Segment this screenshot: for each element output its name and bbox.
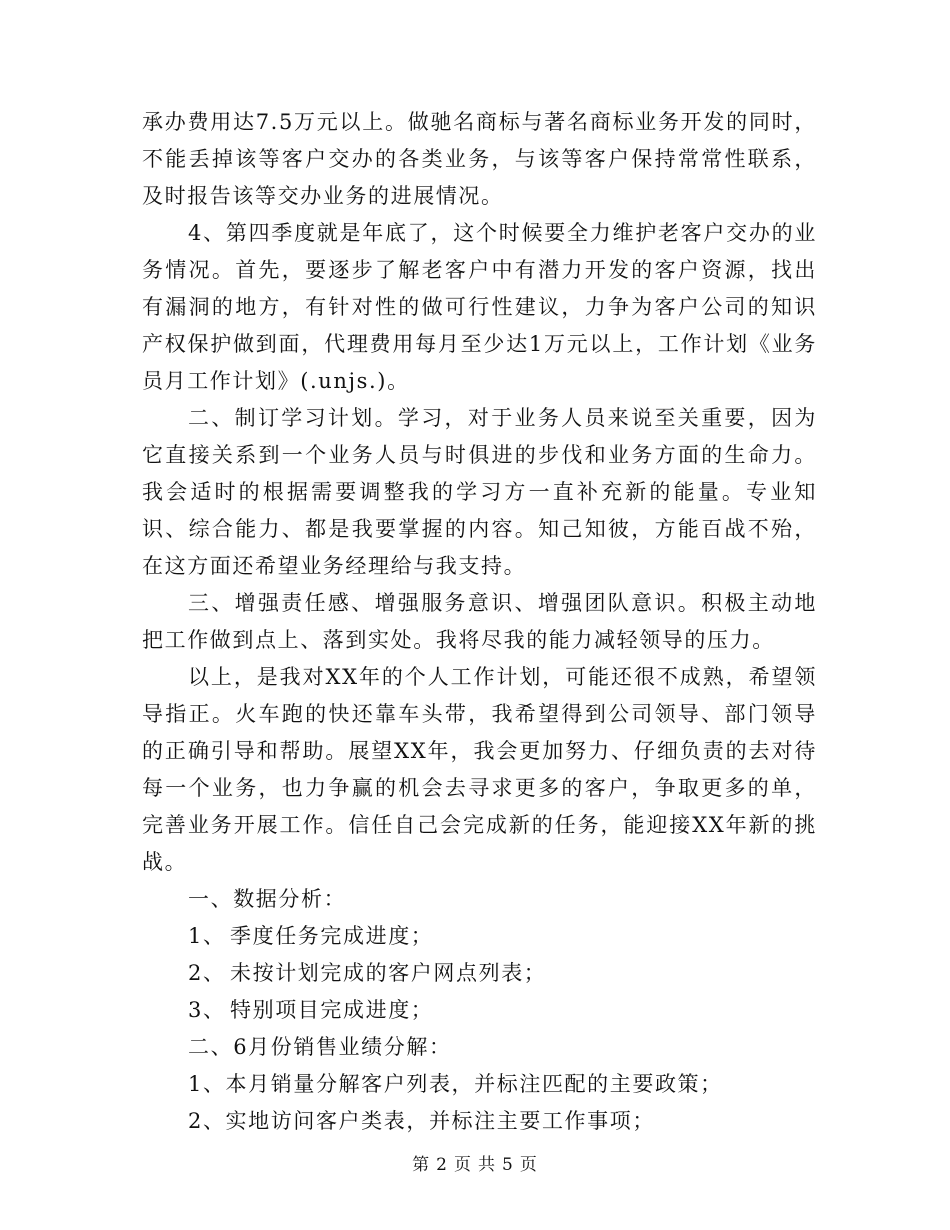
paragraph-conclusion: 以上，是我对XX年的个人工作计划，可能还很不成熟，希望领导指正。火车跑的快还靠车头带，我希望得到公司领导、部门领导的正确引导和帮助。展望XX年，我会更加努力、仔细负责的去对待每一个业务，也力争赢的机会去寻求更多的客户，争取更多的单，完善业务开展工作。信任自己会完成新的任务，能迎接XX年新的挑战。 <box>142 665 817 874</box>
list-item: 2、实地访问客户类表，并标注主要工作事项； <box>188 1109 655 1133</box>
document-body <box>142 104 817 1140</box>
footer-total-word: 共 <box>478 1155 496 1175</box>
footer-prefix: 第 <box>412 1155 431 1175</box>
list-item: 1、本月销量分解客户列表，并标注匹配的主要政策； <box>188 1072 723 1096</box>
list-item-number: 3、 <box>188 998 226 1022</box>
section-heading-sales-breakdown: 二、6月份销售业绩分解： <box>188 1035 452 1059</box>
page-number-current: 2 <box>436 1155 448 1175</box>
list-item <box>142 918 817 955</box>
list-item-number: 1、 <box>188 924 226 948</box>
paragraph-study-plan: 二、制订学习计划。学习，对于业务人员来说至关重要，因为它直接关系到一个业务人员与时俱进的步伐和业务方面的生命力。我会适时的根据需要调整我的学习方一直补充新的能量。专业知识、综合能力、都是我要掌握的内容。知己知彼，方能百战不殆，在这方面还希望业务经理给与我支持。 <box>142 406 817 578</box>
paragraph-continuation: 承办费用达7.5万元以上。做驰名商标与著名商标业务开发的同时，不能丢掉该等客户交办的各类业务，与该等客户保持常常性联系，及时报告该等交办业务的进展情况。 <box>142 110 817 208</box>
paragraph-responsibility: 三、增强责任感、增强服务意识、增强团队意识。积极主动地把工作做到点上、落到实处。我将尽我的能力减轻领导的压力。 <box>142 591 817 652</box>
paragraph-q4-plan: 4、第四季度就是年底了，这个时候要全力维护老客户交办的业务情况。首先，要逐步了解老客户中有潜力开发的客户资源，找出有漏洞的地方，有针对性的做可行性建议，力争为客户公司的知识产权保护做到面，代理费用每月至少达1万元以上，工作计划《业务员月工作计划》(.unjs.)。 <box>142 221 817 393</box>
section-heading-data-analysis: 一、数据分析： <box>188 887 347 911</box>
list-item <box>142 955 817 992</box>
list-item-text: 季度任务完成进度； <box>230 924 434 948</box>
footer-page-word: 页 <box>454 1155 472 1175</box>
footer-suffix: 页 <box>519 1155 538 1175</box>
page-footer <box>0 1150 950 1175</box>
list-item-text: 未按计划完成的客户网点列表； <box>230 961 547 985</box>
list-item-text: 特别项目完成进度； <box>230 998 434 1022</box>
page-number-total: 5 <box>502 1155 514 1175</box>
list-item-number: 2、 <box>188 961 226 985</box>
list-item <box>142 992 817 1029</box>
